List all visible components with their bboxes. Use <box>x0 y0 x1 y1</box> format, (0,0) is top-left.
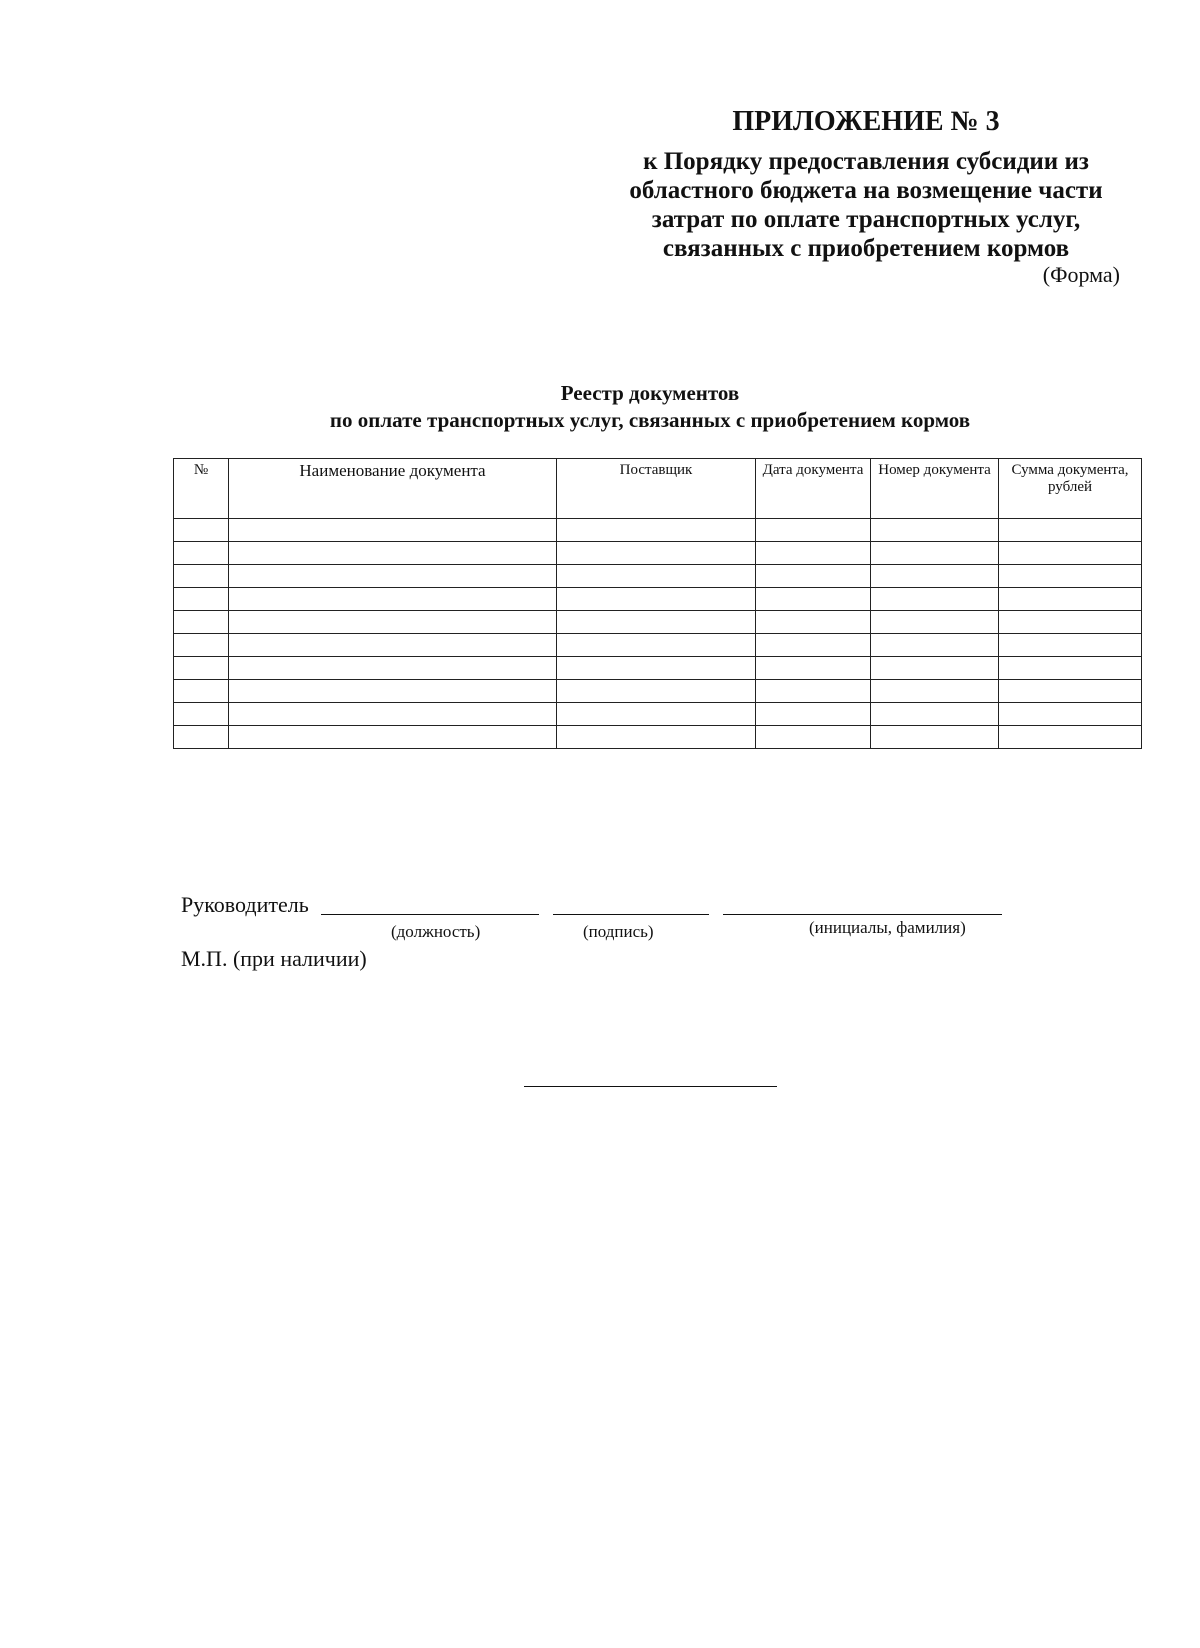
table-row <box>174 657 1142 680</box>
table-row <box>174 726 1142 749</box>
table-cell[interactable] <box>871 611 999 634</box>
registry-title-line1: Реестр документов <box>560 381 740 405</box>
table-cell[interactable] <box>557 703 756 726</box>
table-cell[interactable] <box>999 657 1142 680</box>
table-cell[interactable] <box>229 703 557 726</box>
position-line[interactable] <box>321 914 539 915</box>
table-cell[interactable] <box>871 703 999 726</box>
table-cell[interactable] <box>229 726 557 749</box>
form-label: (Форма) <box>1042 262 1120 287</box>
table-header-row <box>174 459 1142 519</box>
appendix-subtitle-line: затрат по оплате транспортных услуг, <box>651 206 1081 233</box>
table-cell[interactable] <box>999 565 1142 588</box>
table-row <box>174 588 1142 611</box>
table-cell[interactable] <box>756 611 871 634</box>
table-cell[interactable] <box>174 519 229 542</box>
table-cell[interactable] <box>174 634 229 657</box>
name-caption: (инициалы, фамилия) <box>809 918 966 937</box>
table-cell[interactable] <box>999 519 1142 542</box>
table-cell[interactable] <box>174 588 229 611</box>
table-cell[interactable] <box>871 588 999 611</box>
table-cell[interactable] <box>557 726 756 749</box>
table-cell[interactable] <box>756 703 871 726</box>
column-header-document-name: Наименование документа <box>229 459 557 519</box>
table-cell[interactable] <box>999 542 1142 565</box>
table-cell[interactable] <box>999 634 1142 657</box>
table-cell[interactable] <box>756 519 871 542</box>
column-header-number: № <box>174 459 229 519</box>
table-cell[interactable] <box>871 680 999 703</box>
table-cell[interactable] <box>871 542 999 565</box>
table-row <box>174 519 1142 542</box>
column-header-document-sum: Сумма документа, рублей <box>999 459 1142 519</box>
table-cell[interactable] <box>756 542 871 565</box>
signature-block <box>181 892 1021 992</box>
table-row <box>174 611 1142 634</box>
table-cell[interactable] <box>229 565 557 588</box>
table-cell[interactable] <box>557 519 756 542</box>
table-cell[interactable] <box>557 611 756 634</box>
table-cell[interactable] <box>174 680 229 703</box>
table-cell[interactable] <box>229 634 557 657</box>
column-header-document-number: Номер документа <box>871 459 999 519</box>
column-header-document-date: Дата документа <box>756 459 871 519</box>
registry-table <box>173 458 1142 749</box>
table-cell[interactable] <box>557 588 756 611</box>
table-cell[interactable] <box>871 519 999 542</box>
table-cell[interactable] <box>174 703 229 726</box>
table-row <box>174 680 1142 703</box>
table-cell[interactable] <box>999 703 1142 726</box>
table-cell[interactable] <box>174 611 229 634</box>
appendix-subtitle-line: к Порядку предоставления субсидии из <box>643 148 1089 175</box>
signature-caption: (подпись) <box>583 922 654 941</box>
table-cell[interactable] <box>174 657 229 680</box>
table-cell[interactable] <box>756 588 871 611</box>
table-cell[interactable] <box>756 657 871 680</box>
registry-title <box>0 380 1200 434</box>
table-cell[interactable] <box>999 611 1142 634</box>
head-label: Руководитель <box>181 892 309 917</box>
table-cell[interactable] <box>999 588 1142 611</box>
table-row <box>174 634 1142 657</box>
table-cell[interactable] <box>557 542 756 565</box>
table-cell[interactable] <box>557 680 756 703</box>
signature-line[interactable] <box>553 914 709 915</box>
table-cell[interactable] <box>756 565 871 588</box>
table-cell[interactable] <box>999 680 1142 703</box>
table-cell[interactable] <box>871 726 999 749</box>
appendix-subtitle <box>566 147 1166 263</box>
table-cell[interactable] <box>871 657 999 680</box>
registry-table-body <box>174 519 1142 749</box>
position-caption: (должность) <box>391 922 481 941</box>
table-cell[interactable] <box>174 726 229 749</box>
table-cell[interactable] <box>557 634 756 657</box>
table-cell[interactable] <box>756 726 871 749</box>
table-cell[interactable] <box>756 680 871 703</box>
column-header-supplier: Поставщик <box>557 459 756 519</box>
table-cell[interactable] <box>557 565 756 588</box>
table-row <box>174 703 1142 726</box>
stamp-label: М.П. (при наличии) <box>181 946 367 971</box>
name-line[interactable] <box>723 914 1002 915</box>
end-divider <box>524 1086 777 1087</box>
table-cell[interactable] <box>229 680 557 703</box>
table-cell[interactable] <box>999 726 1142 749</box>
appendix-title: ПРИЛОЖЕНИЕ № 3 <box>732 106 1000 137</box>
table-cell[interactable] <box>174 565 229 588</box>
table-cell[interactable] <box>229 542 557 565</box>
table-cell[interactable] <box>229 611 557 634</box>
table-cell[interactable] <box>229 588 557 611</box>
appendix-subtitle-line: связанных с приобретением кормов <box>662 235 1070 262</box>
table-row <box>174 542 1142 565</box>
table-row <box>174 565 1142 588</box>
table-cell[interactable] <box>557 657 756 680</box>
registry-title-line2: по оплате транспортных услуг, связанных с приобретением кормов <box>329 408 971 432</box>
table-cell[interactable] <box>229 519 557 542</box>
table-cell[interactable] <box>229 657 557 680</box>
table-cell[interactable] <box>871 565 999 588</box>
appendix-subtitle-line: областного бюджета на возмещение части <box>629 177 1103 204</box>
table-cell[interactable] <box>756 634 871 657</box>
table-cell[interactable] <box>871 634 999 657</box>
table-cell[interactable] <box>174 542 229 565</box>
